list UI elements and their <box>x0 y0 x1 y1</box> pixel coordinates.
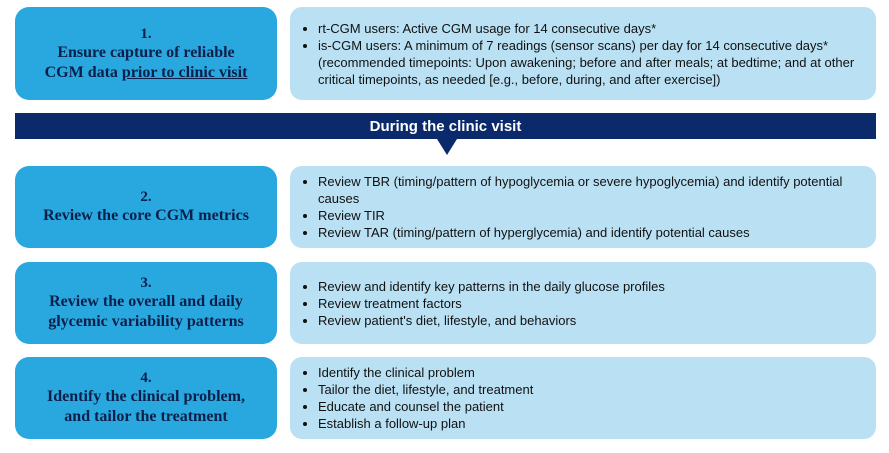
list-item: • Review TBR (timing/pattern of hypoglycemia or severe hypoglycemia) and identify potential causes <box>318 173 862 207</box>
step-2-title: Review the core CGM metrics <box>43 207 249 224</box>
step-3-title <box>48 292 244 332</box>
step-2-details <box>290 166 876 248</box>
step-4-detail-list <box>304 364 862 432</box>
step-3-title-line1: Review the overall and daily <box>49 293 243 310</box>
list-item: • Identify the clinical problem <box>318 364 862 381</box>
list-item: • Review treatment factors <box>318 295 862 312</box>
list-item: • Tailor the diet, lifestyle, and treatment <box>318 381 862 398</box>
step-1-title <box>45 43 248 83</box>
list-item: • Establish a follow-up plan <box>318 415 862 432</box>
list-item: • Review and identify key patterns in the daily glucose profiles <box>318 278 862 295</box>
step-4-details <box>290 357 876 439</box>
list-item: • is-CGM users: A minimum of 7 readings (sensor scans) per day for 14 consecutive days* <box>318 37 862 54</box>
down-arrow-icon <box>437 139 457 155</box>
list-item: • rt-CGM users: Active CGM usage for 14 consecutive days* <box>318 20 862 37</box>
step-1-details <box>290 7 876 100</box>
list-item: • Review TAR (timing/pattern of hyperglycemia) and identify potential causes <box>318 224 862 241</box>
step-1-box <box>15 7 277 100</box>
step-2-detail-list <box>304 173 862 241</box>
step-3-detail-list <box>304 278 862 329</box>
list-item: • Review patient's diet, lifestyle, and behaviors <box>318 312 862 329</box>
step-1-title-line1: Ensure capture of reliable <box>57 43 235 61</box>
step-2-number: 2. <box>140 189 152 205</box>
step-1-detail-list <box>304 20 862 54</box>
step-3-number: 3. <box>140 275 152 291</box>
list-item: • Review TIR <box>318 207 862 224</box>
step-4-box <box>15 357 277 439</box>
step-1-title-line2a: CGM data <box>44 63 122 81</box>
clinic-visit-banner: During the clinic visit <box>15 113 876 139</box>
list-item: • Educate and counsel the patient <box>318 398 862 415</box>
step-4-number: 4. <box>140 370 152 386</box>
step-1-number: 1. <box>140 25 152 42</box>
step-4-title-line2: and tailor the treatment <box>64 408 228 425</box>
step-3-title-line2: glycemic variability patterns <box>48 313 244 330</box>
step-3-details <box>290 262 876 344</box>
step-3-box <box>15 262 277 344</box>
step-4-title-line1: Identify the clinical problem, <box>47 388 245 405</box>
step-2-box <box>15 166 277 248</box>
step-1-note: (recommended timepoints: Upon awakening; before and after meals; at bedtime; and at other critical timepoints, as needed [e.g., before, during, and after exercise]) <box>318 54 855 87</box>
step-4-title <box>47 387 245 427</box>
step-1-title-line2b: prior to clinic visit <box>121 63 248 81</box>
